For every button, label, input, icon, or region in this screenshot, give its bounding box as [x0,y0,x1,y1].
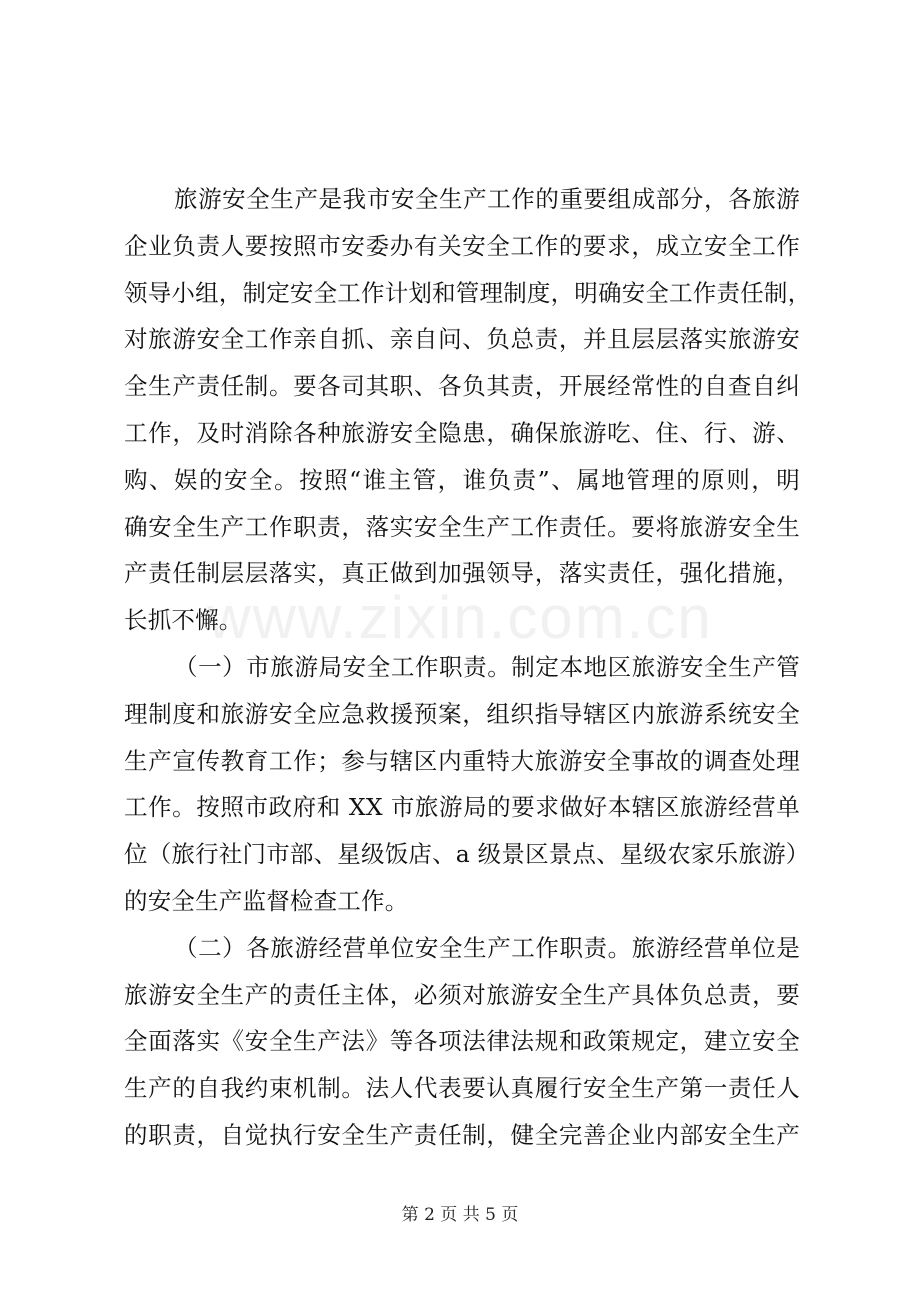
text-line: 购、娱的安全。按照“谁主管，谁负责”、属地管理的原则，明 [124,465,800,494]
watermark: www.zixin.com.cn [207,584,713,651]
text-line: 理制度和旅游安全应急救援预案，组织指导辖区内旅游系统安全 [124,699,800,728]
text-line: 确安全生产工作职责，落实安全生产工作责任。要将旅游安全生 [124,512,800,541]
text-line: 领导小组，制定安全工作计划和管理制度，明确安全工作责任制， [124,278,812,307]
text-line: （一）市旅游局安全工作职责。制定本地区旅游安全生产管 [174,652,800,681]
text-line: 长抓不懈。 [124,606,243,635]
text-line: 全面落实《安全生产法》等各项法律法规和政策规定，建立安全 [124,1027,800,1056]
text-line: 旅游安全生产是我市安全生产工作的重要组成部分，各旅游 [174,185,800,213]
text-line: 位（旅行社门市部、星级饭店、a 级景区景点、星级农家乐旅游） [124,840,810,869]
text-line: 对旅游安全工作亲自抓、亲自问、负总责，并且层层落实旅游安 [124,325,800,354]
text-line: 工作。按照市政府和 XX 市旅游局的要求做好本辖区旅游经营单 [124,793,800,822]
text-line: 产责任制层层落实，真正做到加强领导，落实责任，强化措施， [124,559,800,588]
page-number-footer: 第 2 页 共 5 页 [401,1205,519,1225]
text-line: 工作，及时消除各种旅游安全隐患，确保旅游吃、住、行、游、 [124,418,800,447]
body-text [124,176,812,1159]
text-line: （二）各旅游经营单位安全生产工作职责。旅游经营单位是 [174,933,800,962]
text-line: 生产的自我约束机制。法人代表要认真履行安全生产第一责任人 [124,1074,800,1103]
text-line: 全生产责任制。要各司其职、各负其责，开展经常性的自查自纠 [124,372,800,401]
text-line: 的职责，自觉执行安全生产责任制，健全完善企业内部安全生产 [124,1120,800,1149]
text-line: 企业负责人要按照市安委办有关安全工作的要求，成立安全工作 [124,231,800,260]
text-line: 的安全生产监督检查工作。 [124,886,409,915]
text-line: 旅游安全生产的责任主体，必须对旅游安全生产具体负总责，要 [124,980,800,1009]
text-line: 生产宣传教育工作；参与辖区内重特大旅游安全事故的调查处理 [124,746,800,775]
